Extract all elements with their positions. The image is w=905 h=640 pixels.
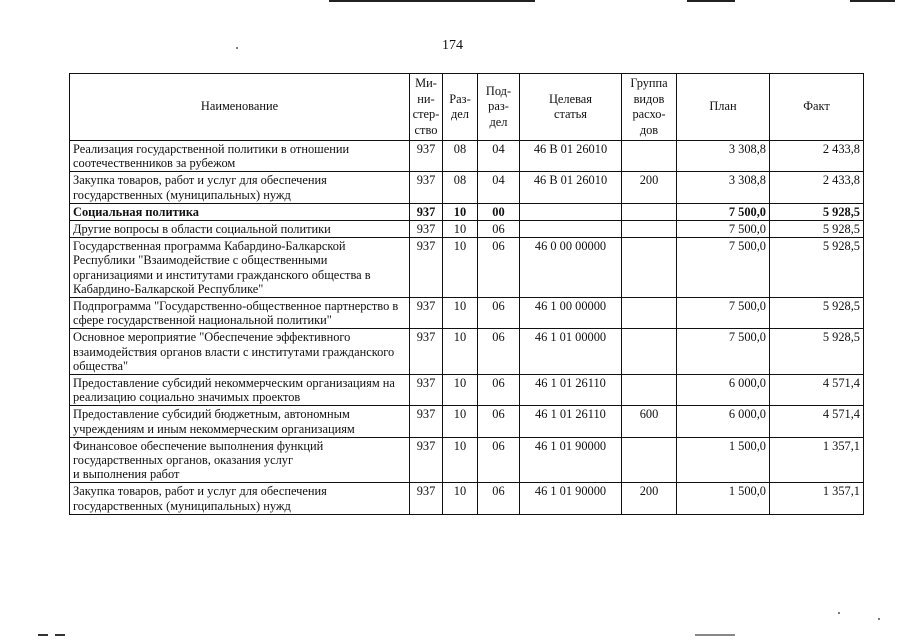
row-section: 10 — [443, 406, 478, 437]
header-fact: Факт — [770, 74, 864, 141]
row-ministry: 937 — [410, 483, 443, 514]
row-group — [622, 437, 677, 483]
row-name: Другие вопросы в области социальной политики — [70, 221, 410, 238]
table-row — [70, 437, 864, 483]
row-target — [520, 203, 622, 220]
row-fact: 2 433,8 — [770, 141, 864, 172]
row-subsection: 06 — [478, 483, 520, 514]
row-subsection: 00 — [478, 203, 520, 220]
row-ministry: 937 — [410, 437, 443, 483]
row-target: 46 1 00 00000 — [520, 298, 622, 329]
row-target: 46 1 01 00000 — [520, 329, 622, 375]
row-section: 10 — [443, 483, 478, 514]
row-target: 46 В 01 26010 — [520, 141, 622, 172]
table-row — [70, 406, 864, 437]
bottom-scan-mark-2 — [55, 634, 65, 636]
row-subsection: 06 — [478, 221, 520, 238]
row-plan: 7 500,0 — [677, 221, 770, 238]
row-plan: 6 000,0 — [677, 406, 770, 437]
page-number: 174 — [442, 38, 463, 53]
row-plan: 7 500,0 — [677, 203, 770, 220]
row-section: 10 — [443, 437, 478, 483]
header-group: Группа видов расхо- дов — [622, 74, 677, 141]
row-ministry: 937 — [410, 329, 443, 375]
row-group: 600 — [622, 406, 677, 437]
top-scan-line-far — [850, 0, 895, 2]
row-fact: 5 928,5 — [770, 329, 864, 375]
table-body — [70, 141, 864, 515]
bottom-scan-mark-1 — [38, 634, 48, 636]
row-name: Предоставление субсидий некоммерческим организациям на реализацию социально значимых проектов — [70, 375, 410, 406]
row-group: 200 — [622, 483, 677, 514]
row-plan: 3 308,8 — [677, 172, 770, 203]
table-row — [70, 141, 864, 172]
row-fact: 5 928,5 — [770, 203, 864, 220]
row-ministry: 937 — [410, 221, 443, 238]
table-row — [70, 238, 864, 298]
row-section: 10 — [443, 375, 478, 406]
row-subsection: 06 — [478, 406, 520, 437]
table-row — [70, 221, 864, 238]
row-plan: 1 500,0 — [677, 483, 770, 514]
row-fact: 1 357,1 — [770, 483, 864, 514]
row-group — [622, 238, 677, 298]
row-ministry: 937 — [410, 238, 443, 298]
row-plan: 1 500,0 — [677, 437, 770, 483]
row-plan: 7 500,0 — [677, 298, 770, 329]
row-subsection: 06 — [478, 298, 520, 329]
row-section: 10 — [443, 203, 478, 220]
row-subsection: 04 — [478, 141, 520, 172]
row-target — [520, 221, 622, 238]
budget-table — [69, 73, 864, 515]
row-section: 08 — [443, 141, 478, 172]
row-section: 08 — [443, 172, 478, 203]
row-section: 10 — [443, 329, 478, 375]
row-section: 10 — [443, 298, 478, 329]
table-row — [70, 329, 864, 375]
row-ministry: 937 — [410, 141, 443, 172]
row-group — [622, 141, 677, 172]
row-name: Основное мероприятие "Обеспечение эффективного взаимодействия органов власти с институтами гражданского общества" — [70, 329, 410, 375]
row-fact: 2 433,8 — [770, 172, 864, 203]
row-plan: 3 308,8 — [677, 141, 770, 172]
row-subsection: 06 — [478, 375, 520, 406]
row-target: 46 В 01 26010 — [520, 172, 622, 203]
header-name: Наименование — [70, 74, 410, 141]
row-fact: 5 928,5 — [770, 298, 864, 329]
row-group — [622, 329, 677, 375]
table-row — [70, 298, 864, 329]
row-ministry: 937 — [410, 203, 443, 220]
row-subsection: 06 — [478, 329, 520, 375]
row-name: Закупка товаров, работ и услуг для обеспечения государственных (муниципальных) нужд — [70, 483, 410, 514]
row-group — [622, 375, 677, 406]
row-fact: 1 357,1 — [770, 437, 864, 483]
table-header-row — [70, 74, 864, 141]
header-section: Раз- дел — [443, 74, 478, 141]
row-fact: 4 571,4 — [770, 406, 864, 437]
top-scan-line-right — [687, 0, 735, 2]
row-subsection: 06 — [478, 437, 520, 483]
row-name: Финансовое обеспечение выполнения функций государственных органов, оказания услуг и выполнения работ — [70, 437, 410, 483]
row-subsection: 04 — [478, 172, 520, 203]
top-scan-line-left — [329, 0, 535, 2]
row-ministry: 937 — [410, 298, 443, 329]
row-ministry: 937 — [410, 375, 443, 406]
header-subsection: Под- раз- дел — [478, 74, 520, 141]
row-target: 46 1 01 90000 — [520, 437, 622, 483]
table-row — [70, 172, 864, 203]
row-target: 46 1 01 26110 — [520, 375, 622, 406]
row-target: 46 1 01 90000 — [520, 483, 622, 514]
row-target: 46 0 00 00000 — [520, 238, 622, 298]
row-name: Подпрограмма "Государственно-общественное партнерство в сфере государственной национальной политики" — [70, 298, 410, 329]
row-name: Социальная политика — [70, 203, 410, 220]
row-name: Реализация государственной политики в отношении соотечественников за рубежом — [70, 141, 410, 172]
row-plan: 7 500,0 — [677, 238, 770, 298]
table-row — [70, 483, 864, 514]
row-group — [622, 203, 677, 220]
row-target: 46 1 01 26110 — [520, 406, 622, 437]
scan-speck-3 — [878, 618, 880, 620]
row-name: Предоставление субсидий бюджетным, автономным учреждениям и иным некоммерческим организациям — [70, 406, 410, 437]
row-group — [622, 221, 677, 238]
row-fact: 4 571,4 — [770, 375, 864, 406]
bottom-scan-mark-3 — [695, 634, 735, 636]
table-row — [70, 375, 864, 406]
row-group: 200 — [622, 172, 677, 203]
row-group — [622, 298, 677, 329]
header-ministry: Ми- ни- стер- ство — [410, 74, 443, 141]
row-ministry: 937 — [410, 406, 443, 437]
row-name: Государственная программа Кабардино-Балкарской Республики "Взаимодействие с общественными организациями и институтами гражданского общества в Кабардино-Балкарской Республике" — [70, 238, 410, 298]
header-target: Целевая статья — [520, 74, 622, 141]
row-plan: 7 500,0 — [677, 329, 770, 375]
scan-speck — [236, 47, 238, 49]
header-plan: План — [677, 74, 770, 141]
row-section: 10 — [443, 221, 478, 238]
row-ministry: 937 — [410, 172, 443, 203]
scan-speck-2 — [838, 612, 840, 614]
table-row — [70, 203, 864, 220]
row-fact: 5 928,5 — [770, 238, 864, 298]
row-name: Закупка товаров, работ и услуг для обеспечения государственных (муниципальных) нужд — [70, 172, 410, 203]
row-subsection: 06 — [478, 238, 520, 298]
row-section: 10 — [443, 238, 478, 298]
row-fact: 5 928,5 — [770, 221, 864, 238]
row-plan: 6 000,0 — [677, 375, 770, 406]
